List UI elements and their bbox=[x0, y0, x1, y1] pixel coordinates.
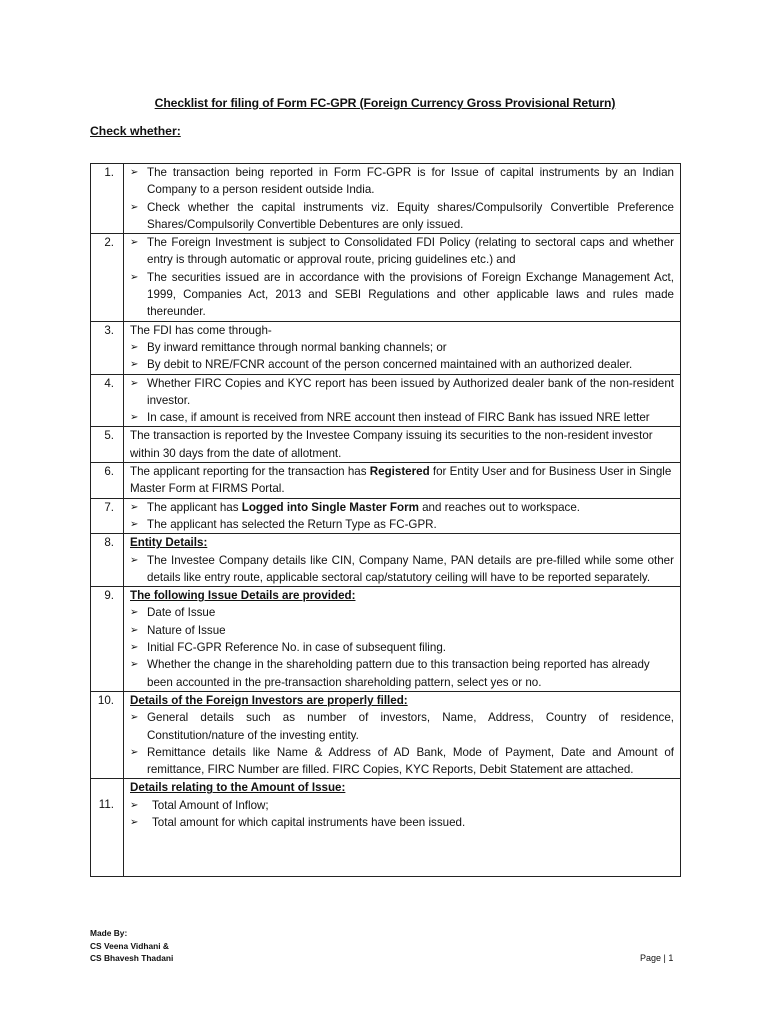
list-item: ➢ Total amount for which capital instruments have been issued. bbox=[130, 814, 674, 831]
checklist-row bbox=[91, 534, 681, 587]
item-content bbox=[124, 498, 681, 534]
item-text: The applicant reporting for the transaction has bbox=[130, 465, 370, 479]
item-text: for Entity User and for Business User in Single Master Form at FIRMS Portal. bbox=[130, 465, 672, 496]
item-number: 8. bbox=[91, 534, 124, 587]
checklist-row bbox=[91, 164, 681, 234]
checklist-row bbox=[91, 321, 681, 374]
checklist-table bbox=[90, 163, 681, 877]
author-name: CS Bhavesh Thadani bbox=[90, 953, 174, 963]
checklist-row bbox=[91, 374, 681, 427]
item-text: The applicant has bbox=[147, 500, 242, 514]
item-text-bold: Logged into Single Master Form bbox=[241, 500, 419, 514]
list-item: ➢ By debit to NRE/FCNR account of the person concerned maintained with an authorized dealer. bbox=[130, 356, 674, 373]
author-name: CS Veena Vidhani & bbox=[90, 940, 169, 951]
list-item: ➢ The transaction being reported in Form FC-GPR is for Issue of capital instruments by an Indian Company to a person resident outside India. bbox=[130, 164, 674, 199]
item-number bbox=[91, 779, 124, 877]
item-number: 6. bbox=[91, 463, 124, 499]
checklist-row bbox=[91, 234, 681, 321]
list-item: ➢ Whether the change in the shareholding pattern due to this transaction being reported has already been accounted in the pre-transaction shareholding pattern, select yes or no. bbox=[130, 656, 674, 691]
footer-credits bbox=[90, 927, 173, 965]
list-item: ➢ Whether FIRC Copies and KYC report has been issued by Authorized dealer bank of the non-resident investor. bbox=[130, 375, 674, 410]
item-number: 10. bbox=[91, 691, 124, 778]
list-item: ➢ Total Amount of Inflow; bbox=[130, 797, 674, 814]
item-content bbox=[124, 779, 681, 877]
checklist-row bbox=[91, 587, 681, 692]
item-heading: The following Issue Details are provided: bbox=[130, 589, 356, 603]
list-item: ➢ General details such as number of investors, Name, Address, Country of residence, Constitution/nature of the investing entity. bbox=[130, 709, 674, 744]
item-content bbox=[124, 321, 681, 374]
checklist-row bbox=[91, 498, 681, 534]
list-item: ➢ In case, if amount is received from NRE account then instead of FIRC Bank has issued NRE letter bbox=[130, 409, 674, 426]
list-item: ➢ The Foreign Investment is subject to Consolidated FDI Policy (relating to sectoral caps and whether entry is through automatic or approval route, pricing guidelines etc.) and bbox=[130, 234, 674, 269]
item-text-bold: Registered bbox=[369, 465, 430, 479]
list-item: ➢ Initial FC-GPR Reference No. in case of subsequent filing. bbox=[130, 639, 674, 656]
item-heading: Entity Details: bbox=[130, 536, 208, 550]
item-number-text: 11. bbox=[98, 798, 114, 812]
item-content: The transaction is reported by the Investee Company issuing its securities to the non-resident investor within 30 days from the date of allotment. bbox=[124, 427, 681, 463]
item-intro: The FDI has come through- bbox=[130, 323, 272, 337]
list-item bbox=[130, 499, 674, 516]
item-number: 7. bbox=[91, 498, 124, 534]
item-content bbox=[124, 164, 681, 234]
item-content bbox=[124, 234, 681, 321]
item-content bbox=[124, 374, 681, 427]
checklist-row bbox=[91, 691, 681, 778]
item-content bbox=[124, 691, 681, 778]
list-item: ➢ The applicant has selected the Return Type as FC-GPR. bbox=[130, 516, 674, 533]
item-text: and reaches out to workspace. bbox=[418, 500, 581, 514]
list-item: ➢ Nature of Issue bbox=[130, 622, 674, 639]
document-title: Checklist for filing of Form FC-GPR (Foreign Currency Gross Provisional Return) bbox=[154, 96, 616, 110]
checklist-row bbox=[91, 779, 681, 877]
checklist-row bbox=[91, 427, 681, 463]
item-content bbox=[124, 534, 681, 587]
list-item: ➢ By inward remittance through normal banking channels; or bbox=[130, 339, 674, 356]
item-number: 2. bbox=[91, 234, 124, 321]
check-heading: Check whether: bbox=[90, 124, 181, 138]
item-number: 9. bbox=[91, 587, 124, 692]
page-number: Page | 1 bbox=[640, 953, 674, 963]
item-number: 5. bbox=[91, 427, 124, 463]
list-item: ➢ Remittance details like Name & Address of AD Bank, Mode of Payment, Date and Amount of remittance, FIRC Number are filled. FIRC Copies, KYC Reports, Debit Statement are attached. bbox=[130, 744, 674, 779]
made-by-label: Made By: bbox=[90, 928, 128, 938]
checklist-row bbox=[91, 463, 681, 499]
list-item: ➢ The securities issued are in accordance with the provisions of Foreign Exchange Management Act, 1999, Companies Act, 2013 and SEBI Regulations and other applicable laws and rules made thereunder. bbox=[130, 269, 674, 321]
item-content bbox=[124, 463, 681, 499]
item-heading: Details of the Foreign Investors are properly filled: bbox=[130, 693, 408, 707]
item-number: 3. bbox=[91, 321, 124, 374]
item-heading: Details relating to the Amount of Issue: bbox=[130, 781, 346, 795]
list-item: ➢ Date of Issue bbox=[130, 604, 674, 621]
item-number: 1. bbox=[91, 164, 124, 234]
item-number: 4. bbox=[91, 374, 124, 427]
list-item: ➢ Check whether the capital instruments viz. Equity shares/Compulsorily Convertible Preference Shares/Compulsorily Convertible Debentures are only issued. bbox=[130, 199, 674, 234]
list-item: ➢ The Investee Company details like CIN, Company Name, PAN details are pre-filled while some other details like entry route, applicable sectoral cap/statutory ceiling will have to be reported separately. bbox=[130, 552, 674, 587]
item-content bbox=[124, 587, 681, 692]
